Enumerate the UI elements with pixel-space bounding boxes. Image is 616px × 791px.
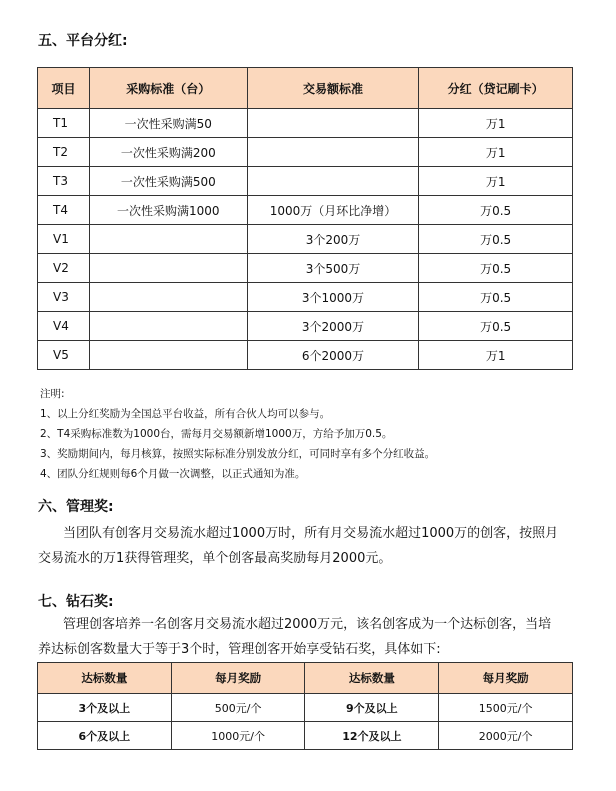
table-cell: 万1 (419, 138, 573, 167)
table-cell: 万0.5 (419, 283, 573, 312)
table-cell: 3个及以上 (38, 694, 172, 722)
table-cell (89, 312, 247, 341)
table-row (38, 694, 573, 722)
table-cell: V3 (38, 283, 90, 312)
note-3: 3、奖励期间内，每月核算，按照实际标准分别发放分红，可同时享有多个分红收益。 (40, 448, 436, 460)
table-cell: 万1 (419, 341, 573, 370)
table-cell (247, 138, 419, 167)
table-cell: 1500元/个 (439, 694, 573, 722)
table-row (38, 283, 573, 312)
section-5-title: 五、平台分红: (38, 33, 128, 49)
header-transaction-standard: 交易额标准 (247, 68, 419, 109)
table-cell (89, 225, 247, 254)
header-item: 项目 (38, 68, 90, 109)
table-cell: 3个500万 (247, 254, 419, 283)
note-2: 2、T4采购标准数为1000台，需每月交易额新增1000万，方给予加万0.5。 (40, 428, 393, 440)
note-4: 4、团队分红规则每6个月做一次调整，以正式通知为准。 (40, 468, 306, 480)
header-dividend: 分红（贷记刷卡） (419, 68, 573, 109)
platform-dividend-table (37, 67, 573, 370)
table-cell: T3 (38, 167, 90, 196)
table-header-row (38, 663, 573, 694)
notes (40, 384, 435, 484)
table-cell: 500元/个 (171, 694, 305, 722)
table-header-row (38, 68, 573, 109)
table-cell: 6个及以上 (38, 722, 172, 750)
notes-title: 注明: (40, 388, 65, 400)
note-1: 1、以上分红奖励为全国总平台收益，所有合伙人均可以参与。 (40, 408, 331, 420)
table-row (38, 254, 573, 283)
table-row (38, 167, 573, 196)
section-7-line-2: 养达标创客数量大于等于3个时，管理创客开始享受钻石奖，具体如下: (38, 642, 441, 657)
header-qualified-count: 达标数量 (38, 663, 172, 694)
table-cell: 2000元/个 (439, 722, 573, 750)
table-cell: 1000万（月环比净增） (247, 196, 419, 225)
table-cell: 万1 (419, 109, 573, 138)
table-row (38, 138, 573, 167)
diamond-award-table (37, 662, 573, 750)
section-7-paragraph (38, 612, 573, 662)
table-row (38, 312, 573, 341)
table-cell: 一次性采购满50 (89, 109, 247, 138)
header-qualified-count-2: 达标数量 (305, 663, 439, 694)
table-cell (247, 167, 419, 196)
table-row (38, 196, 573, 225)
section-6-line-1: 当团队有创客月交易流水超过1000万时，所有月交易流水超过1000万的创客，按照月 (63, 526, 559, 541)
table-cell: T1 (38, 109, 90, 138)
table-cell: 12个及以上 (305, 722, 439, 750)
table-cell: T2 (38, 138, 90, 167)
section-6-title: 六、管理奖: (38, 499, 114, 515)
section-6-paragraph (38, 521, 573, 571)
section-7-line-1: 管理创客培养一名创客月交易流水超过2000万元，该名创客成为一个达标创客，当培 (63, 617, 552, 632)
table-cell: 3个1000万 (247, 283, 419, 312)
table-cell (89, 283, 247, 312)
header-purchase-standard: 采购标准（台） (89, 68, 247, 109)
table-cell: 万0.5 (419, 312, 573, 341)
table-cell: 万0.5 (419, 196, 573, 225)
table-cell (89, 254, 247, 283)
table-cell: 一次性采购满500 (89, 167, 247, 196)
table-cell (247, 109, 419, 138)
table-cell: 万0.5 (419, 254, 573, 283)
table-cell: 万0.5 (419, 225, 573, 254)
table-cell: 1000元/个 (171, 722, 305, 750)
table-cell: V4 (38, 312, 90, 341)
table-cell: 6个2000万 (247, 341, 419, 370)
section-6-line-2: 交易流水的万1获得管理奖，单个创客最高奖励每月2000元。 (38, 551, 392, 566)
table-cell: V5 (38, 341, 90, 370)
table-cell: V2 (38, 254, 90, 283)
table-cell: T4 (38, 196, 90, 225)
table-row (38, 109, 573, 138)
table-cell: V1 (38, 225, 90, 254)
section-7-title: 七、钻石奖: (38, 594, 114, 610)
table-row (38, 225, 573, 254)
table-cell (89, 341, 247, 370)
table-row (38, 722, 573, 750)
table-row (38, 341, 573, 370)
table-cell: 3个2000万 (247, 312, 419, 341)
table-cell: 9个及以上 (305, 694, 439, 722)
header-monthly-reward: 每月奖励 (171, 663, 305, 694)
table-cell: 3个200万 (247, 225, 419, 254)
table-cell: 万1 (419, 167, 573, 196)
table-cell: 一次性采购满1000 (89, 196, 247, 225)
table-cell: 一次性采购满200 (89, 138, 247, 167)
header-monthly-reward-2: 每月奖励 (439, 663, 573, 694)
